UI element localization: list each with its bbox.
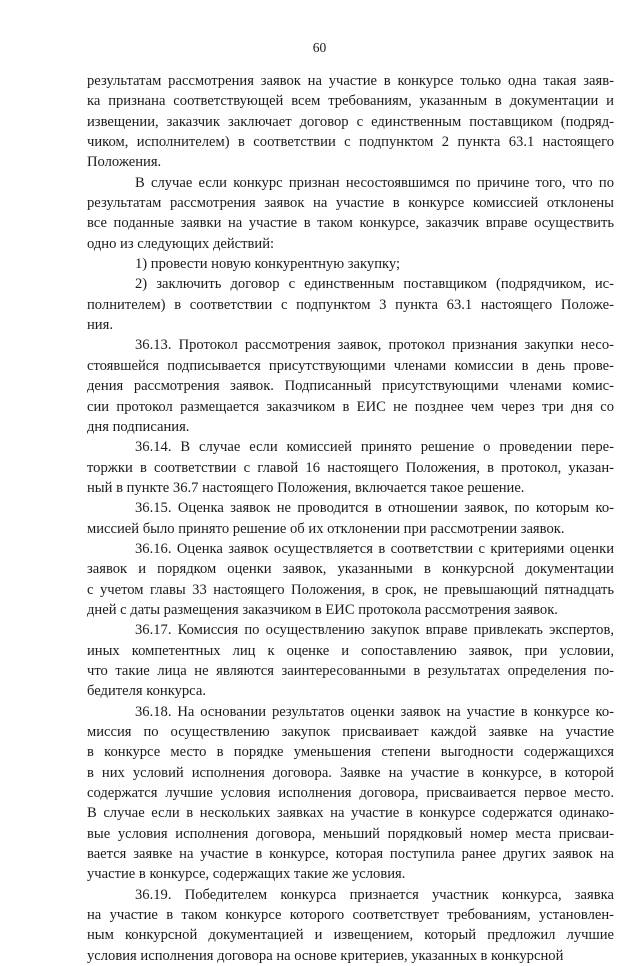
text-line: сии протокол размещается заказчиком в ЕИС не позднее чем через три дня со bbox=[87, 398, 614, 415]
text-line: дней с даты размещения заказчиком в ЕИС протокола рассмотрения заявок. bbox=[87, 601, 558, 618]
text-line: содержатся лучшие условия исполнения договора, присваивается первое место. bbox=[87, 785, 614, 802]
text-line: иных компетентных лиц к оценке и сопоставлению заявок, при условии, bbox=[87, 642, 614, 659]
text-line: что такие лица не являются заинтересованными в результатах определения по- bbox=[87, 662, 614, 679]
text-line: 1) провести новую конкурентную закупку; bbox=[135, 256, 401, 273]
text-line: условия исполнения договора на основе критериев, указанных в конкурсной bbox=[87, 947, 564, 964]
text-line: 36.13. Протокол рассмотрения заявок, протокол признания закупки несо- bbox=[135, 337, 614, 354]
text-line: ным конкурсной документацией и извещением, который предложил лучшие bbox=[87, 927, 614, 944]
text-line: полнителем) в соответствии с подпунктом 3 пункта 63.1 настоящего Положе- bbox=[87, 296, 614, 313]
text-line: ния. bbox=[87, 317, 113, 334]
page-number: 60 bbox=[312, 40, 327, 55]
text-line: стоявшейся подписывается присутствующими членами комиссии в день прове- bbox=[87, 357, 614, 374]
text-line: в них условий исполнения договора. Заявке на участие в конкурсе, в которой bbox=[87, 764, 614, 781]
text-line: 36.18. На основании результатов оценки заявок на участие в конкурсе ко- bbox=[135, 703, 614, 720]
text-line: дня подписания. bbox=[87, 418, 190, 435]
text-line: миссия по осуществлению закупок присваивает каждой заявке на участие bbox=[87, 724, 614, 740]
text-line: миссией было принято решение об их отклонении при рассмотрении заявок. bbox=[87, 520, 565, 537]
text-line: извещении, заказчик заключает договор с единственным поставщиком (подряд- bbox=[87, 113, 614, 130]
text-line: вается заявке на участие в конкурсе, которая поступила ранее других заявок на bbox=[87, 846, 614, 863]
text-line: ный в пункте 36.7 настоящего Положения, включается такое решение. bbox=[87, 479, 525, 496]
text-line: В случае если в нескольких заявках на участие в конкурсе содержатся одинако- bbox=[87, 805, 614, 822]
text-line: все поданные заявки на участие в таком конкурсе, заказчик вправе осуществить bbox=[87, 215, 614, 232]
text-line: в конкурсе место в порядке уменьшения степени выгодности содержащихся bbox=[87, 744, 614, 761]
text-line: 36.19. Победителем конкурса признается участник конкурса, заявка bbox=[135, 886, 614, 903]
text-line: 2) заключить договор с единственным поставщиком (подрядчиком, ис- bbox=[135, 276, 614, 293]
text-line: 36.14. В случае если комиссией принято решение о проведении пере- bbox=[135, 439, 614, 456]
text-line: 36.15. Оценка заявок не проводится в отношении заявок, по которым ко- bbox=[135, 500, 614, 517]
text-line: на участие в таком конкурсе которого соответствует требованиям, установлен- bbox=[87, 907, 614, 924]
body-text bbox=[87, 71, 614, 966]
text-line: 36.17. Комиссия по осуществлению закупок вправе привлекать экспертов, bbox=[135, 622, 614, 639]
text-line: Положения. bbox=[87, 154, 162, 171]
text-line: одно из следующих действий: bbox=[87, 235, 275, 252]
text-line: В случае если конкурс признан несостоявшимся по причине того, что по bbox=[135, 174, 614, 191]
text-line: торжки в соответствии с главой 16 настоящего Положения, в протокол, указан- bbox=[87, 459, 614, 476]
text-line: результатам рассмотрения заявок на участие в конкурсе комиссией отклонены bbox=[87, 195, 614, 212]
text-line: 36.16. Оценка заявок осуществляется в соответствии с критериями оценки bbox=[135, 540, 614, 557]
text-line: заявок и порядком оценки заявок, указанными в конкурсной документации bbox=[87, 561, 614, 578]
text-line: результатам рассмотрения заявок на участие в конкурсе только одна такая заяв- bbox=[87, 73, 614, 89]
text-line: с учетом главы 33 настоящего Положения, в срок, не превышающий пятнадцать bbox=[87, 581, 614, 598]
text-line: вые условия исполнения договора, меньший порядковый номер места присваи- bbox=[87, 825, 614, 842]
text-line: бедителя конкурса. bbox=[87, 683, 206, 700]
text-line: дения рассмотрения заявок. Подписанный присутствующими членами комис- bbox=[87, 378, 614, 395]
text-line: ка признана соответствующей всем требованиям, указанным в документации и bbox=[87, 93, 614, 110]
text-line: чиком, исполнителем) в соответствии с подпунктом 2 пункта 63.1 настоящего bbox=[87, 134, 614, 151]
text-line: участие в конкурсе, содержащих такие же условия. bbox=[87, 866, 406, 883]
